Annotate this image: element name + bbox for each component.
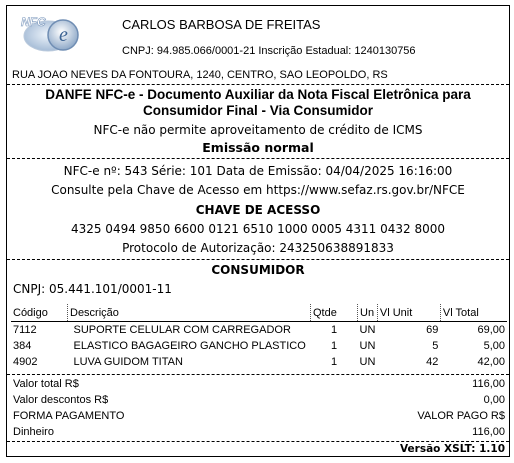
item-qty: 1 <box>330 356 338 368</box>
consult-url-line: Consulte pela Chave de Acesso em https://www.sefaz.rs.gov.br/NFCE <box>51 183 465 197</box>
item-total: 42,00 <box>477 356 505 368</box>
table-row <box>11 354 507 370</box>
payment-value: 116,00 <box>472 426 505 438</box>
icms-notice: NFC-e não permite aproveitamento de crédito de ICMS <box>93 123 423 137</box>
separator <box>7 441 509 442</box>
svg-text:e: e <box>59 24 68 46</box>
issuer-name: CARLOS BARBOSA DE FREITAS <box>122 17 321 32</box>
total-label: Valor total R$ <box>13 378 79 390</box>
item-unit-price: 69 <box>426 324 439 336</box>
item-code: 4902 <box>13 356 38 368</box>
item-code: 7112 <box>13 324 37 336</box>
consumer-title: CONSUMIDOR <box>211 263 305 277</box>
issuer-cnpj-ie: CNPJ: 94.985.066/0001-21 Inscrição Estadual: 1240130756 <box>122 45 416 57</box>
issuer-address: RUA JOAO NEVES DA FONTOURA, 1240, CENTRO, SAO LEOPOLDO, RS <box>12 69 388 81</box>
item-description: LUVA GUIDOM TITAN <box>73 356 183 368</box>
payment-method: Dinheiro <box>13 426 54 438</box>
separator <box>7 259 509 260</box>
item-qty: 1 <box>330 340 338 352</box>
item-unit: UN <box>359 340 376 352</box>
item-unit-price: 42 <box>426 356 439 368</box>
table-row <box>11 338 507 354</box>
item-unit: UN <box>359 356 376 368</box>
col-total-header: Vl Total <box>440 304 507 322</box>
table-row <box>11 322 507 339</box>
item-code: 384 <box>13 340 32 352</box>
payment-row <box>13 426 505 441</box>
separator <box>7 84 509 85</box>
payment-header-row <box>13 410 505 425</box>
danfe-title-line1: DANFE NFC-e - Documento Auxiliar da Nota Fiscal Eletrônica para <box>45 87 471 102</box>
separator <box>7 158 509 159</box>
emission-type: Emissão normal <box>202 140 314 155</box>
invoice-number-line: NFC-e nº: 543 Série: 101 Data de Emissão: 04/04/2025 16:16:00 <box>63 164 453 178</box>
col-unit-price-header: Vl Unit <box>377 304 440 322</box>
nfce-logo <box>15 10 85 56</box>
authorization-protocol: Protocolo de Autorização: 243250638891833 <box>122 241 394 255</box>
item-unit-price: 5 <box>432 340 439 352</box>
total-row <box>13 378 505 393</box>
total-value: 116,00 <box>472 378 505 390</box>
danfe-title-line2: Consumidor Final - Via Consumidor <box>142 103 373 118</box>
items-table <box>11 304 507 370</box>
col-unit-header: Un <box>358 304 378 322</box>
items-table-header <box>11 304 507 322</box>
item-description: ELASTICO BAGAGEIRO GANCHO PLASTICO <box>73 340 306 352</box>
access-key-title: CHAVE DE ACESSO <box>195 203 321 217</box>
payment-method-label: FORMA PAGAMENTO <box>13 410 125 422</box>
separator <box>7 374 509 375</box>
item-unit: UN <box>359 324 376 336</box>
svg-text:NFC: NFC <box>21 15 46 29</box>
paid-value-label: VALOR PAGO R$ <box>417 410 505 422</box>
col-description-header: Descrição <box>68 304 311 322</box>
item-description: SUPORTE CELULAR COM CARREGADOR <box>73 324 291 336</box>
item-total: 69,00 <box>477 324 505 336</box>
discount-row <box>13 394 505 409</box>
item-total: 5,00 <box>483 340 505 352</box>
col-code-header: Código <box>11 304 68 322</box>
consumer-cnpj: CNPJ: 05.441.101/0001-11 <box>13 282 172 296</box>
discount-label: Valor descontos R$ <box>13 394 109 406</box>
discount-value: 0,00 <box>483 394 505 406</box>
item-qty: 1 <box>330 324 338 336</box>
danfe-document <box>6 5 510 457</box>
xslt-version: Versão XSLT: 1.10 <box>399 443 505 455</box>
access-key: 4325 0494 9850 6600 0121 6510 1000 0005 4311 0432 8000 <box>70 222 446 236</box>
col-qty-header: Qtde <box>311 304 358 322</box>
